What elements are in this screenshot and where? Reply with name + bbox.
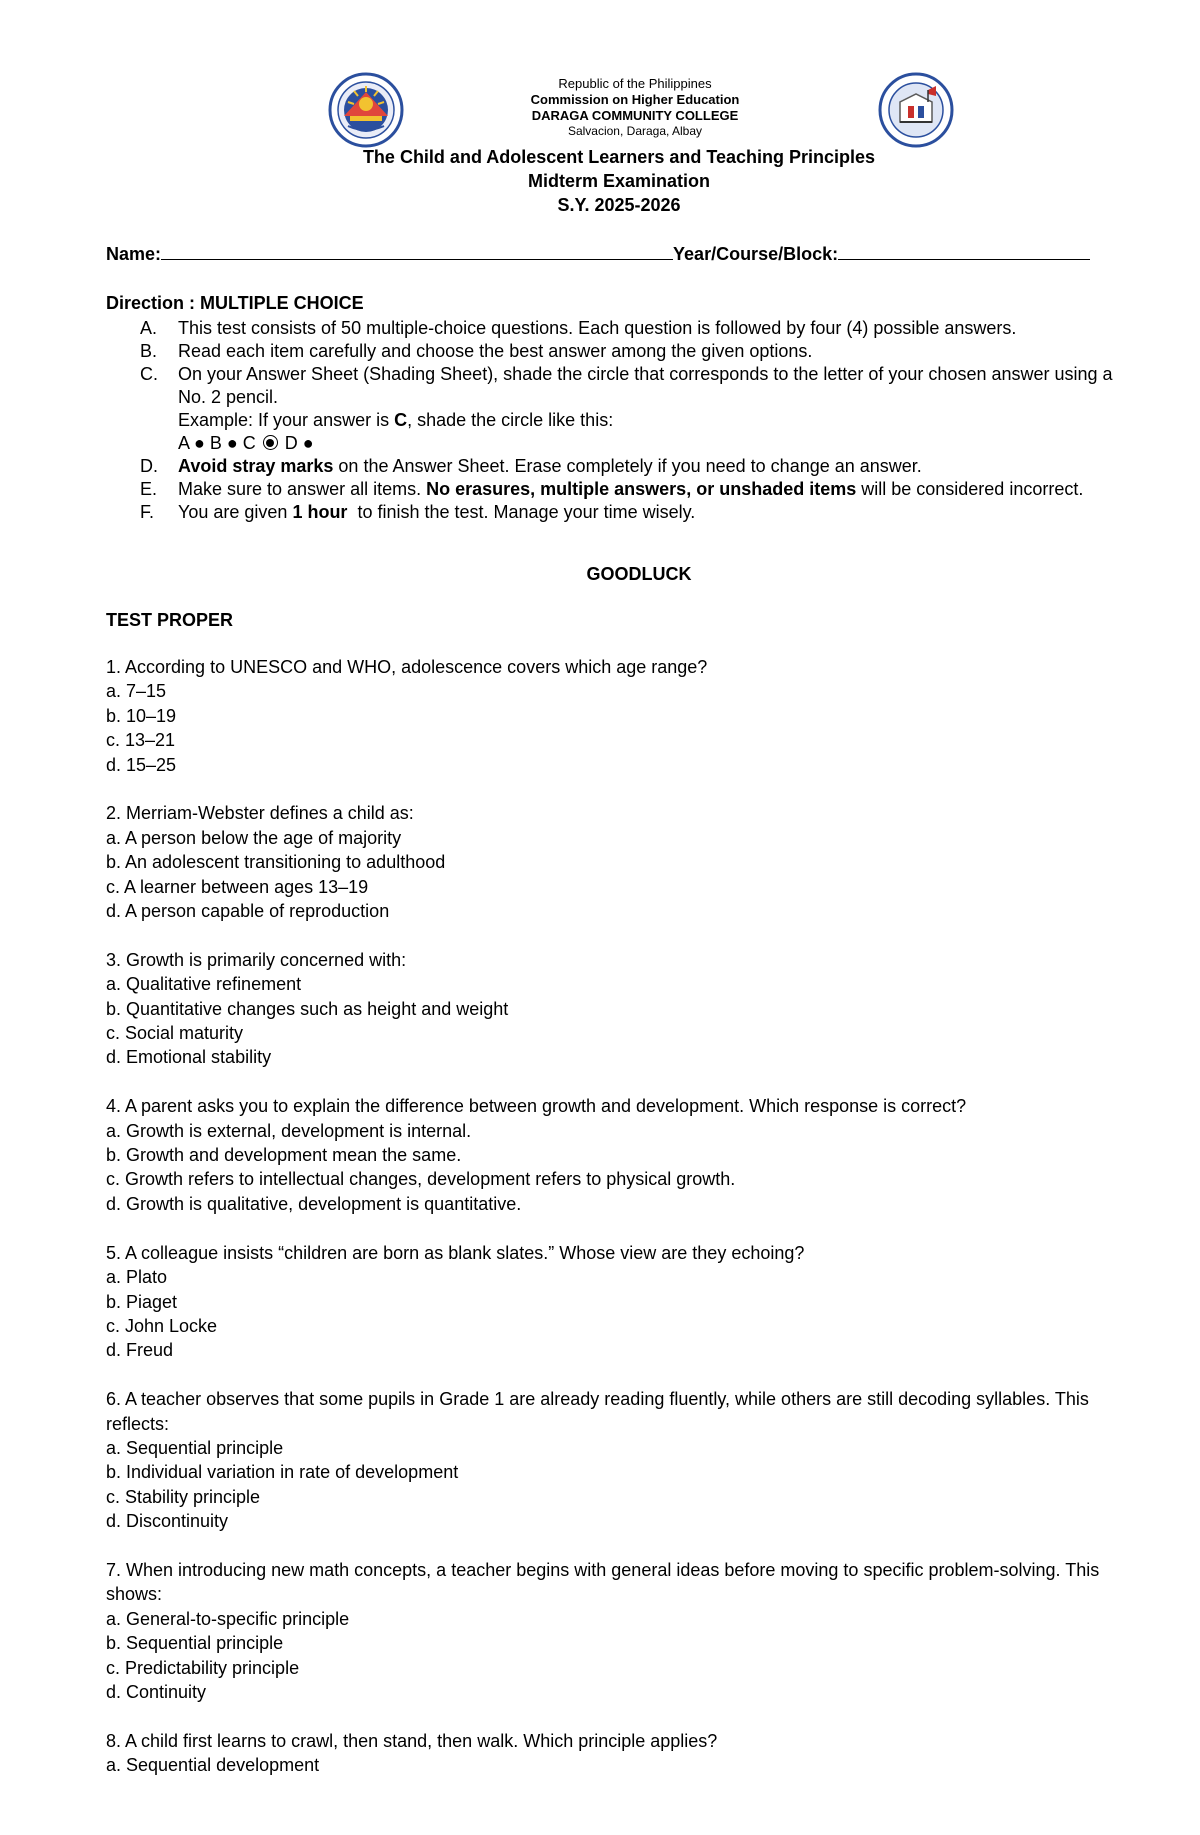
question xyxy=(106,1094,1136,1216)
question xyxy=(106,1729,1136,1778)
question xyxy=(106,1387,1136,1533)
college-line: DARAGA COMMUNITY COLLEGE xyxy=(531,108,739,123)
address-line: Salvacion, Daraga, Albay xyxy=(567,124,703,138)
example-text: Example: If your answer is C, shade the circle like this: xyxy=(178,410,614,430)
exam-title: Midterm Examination xyxy=(527,171,711,191)
answer-option: d. Continuity xyxy=(106,1681,207,1702)
goodluck-heading: GOODLUCK xyxy=(586,564,692,584)
question-stem: 7. When introducing new math concepts, a teacher begins with general ideas before moving to specific problem-solving. This shows: xyxy=(106,1559,1100,1605)
direction-item: D. Avoid stray marks on the Answer Sheet. Erase completely if you need to change an answer. xyxy=(140,456,922,476)
question-stem: 2. Merriam-Webster defines a child as: xyxy=(106,803,414,824)
answer-option: a. 7–15 xyxy=(106,681,167,702)
question xyxy=(106,1558,1136,1704)
question xyxy=(106,801,1136,923)
answer-option: c. John Locke xyxy=(106,1315,218,1336)
answer-option: d. 15–25 xyxy=(106,754,177,775)
direction-item: E. Make sure to answer all items. No erasures, multiple answers, or unshaded items will be considered incorrect. xyxy=(140,479,1084,499)
year-course-block-label: Year/Course/Block: xyxy=(673,244,839,264)
questions-list xyxy=(106,655,1136,1802)
name-label: Name: xyxy=(106,244,162,264)
republic-line: Republic of the Philippines xyxy=(558,76,712,91)
answer-option: c. Social maturity xyxy=(106,1023,244,1044)
answer-option: a. Growth is external, development is internal. xyxy=(106,1120,472,1141)
question-stem: 5. A colleague insists “children are born as blank slates.” Whose view are they echoing? xyxy=(106,1242,805,1263)
question-stem: 6. A teacher observes that some pupils in Grade 1 are already reading fluently, while others are still decoding syllables. This reflects: xyxy=(106,1389,1089,1434)
answer-option: a. Sequential principle xyxy=(106,1437,284,1458)
answer-option: b. 10–19 xyxy=(106,705,177,726)
answer-option: b. Piaget xyxy=(106,1291,178,1312)
answer-option: a. General-to-specific principle xyxy=(106,1608,350,1629)
answer-option: c. Growth refers to intellectual changes, development refers to physical growth. xyxy=(106,1169,736,1190)
question-stem: 1. According to UNESCO and WHO, adolescence covers which age range? xyxy=(106,657,708,677)
directions-list xyxy=(140,317,1140,524)
name-field[interactable] xyxy=(161,241,673,260)
answer-option: b. Sequential principle xyxy=(106,1633,284,1654)
answer-option: b. Individual variation in rate of development xyxy=(106,1462,459,1483)
answer-option: a. A person below the age of majority xyxy=(106,827,402,848)
answer-option: a. Sequential development xyxy=(106,1755,320,1776)
answer-option: b. An adolescent transitioning to adulthood xyxy=(106,852,446,873)
answer-option: c. Predictability principle xyxy=(106,1657,300,1678)
answer-option: c. 13–21 xyxy=(106,730,176,751)
answer-option: c. Stability principle xyxy=(106,1486,261,1507)
shading-example: A ● B ● C D ● xyxy=(178,433,314,453)
answer-option: d. Freud xyxy=(106,1340,174,1361)
direction-item: F. You are given 1 hour to finish the test. Manage your time wisely. xyxy=(140,502,696,522)
course-title: The Child and Adolescent Learners and Teaching Principles xyxy=(362,147,876,167)
commission-line: Commission on Higher Education xyxy=(530,92,740,107)
question xyxy=(106,1241,1136,1363)
test-proper-heading: TEST PROPER xyxy=(106,610,234,630)
question-stem: 3. Growth is primarily concerned with: xyxy=(106,949,407,970)
answer-option: d. Growth is qualitative, development is quantitative. xyxy=(106,1193,522,1214)
answer-option: c. A learner between ages 13–19 xyxy=(106,876,369,897)
school-year: S.Y. 2025-2026 xyxy=(557,195,681,215)
direction-item: A. This test consists of 50 multiple-choice questions. Each question is followed by four (4) possible answers. xyxy=(140,318,1017,338)
answer-option: a. Plato xyxy=(106,1267,168,1288)
name-year-row xyxy=(106,241,1090,265)
question-stem: 8. A child first learns to crawl, then stand, then walk. Which principle applies? xyxy=(106,1730,718,1751)
question xyxy=(106,655,1136,777)
answer-option: d. Discontinuity xyxy=(106,1511,229,1532)
shaded-circle-icon xyxy=(263,435,278,450)
answer-option: a. Qualitative refinement xyxy=(106,974,302,995)
answer-option: b. Growth and development mean the same. xyxy=(106,1145,462,1166)
direction-item: C. On your Answer Sheet (Shading Sheet), shade the circle that corresponds to the letter of your chosen answer using a No. 2 pencil. Example: If your answer is C, shade the circle like this: A ● B ● C D ● xyxy=(140,364,1113,453)
question xyxy=(106,948,1136,1070)
question-stem: 4. A parent asks you to explain the difference between growth and development. Which response is correct? xyxy=(106,1096,967,1117)
answer-option: d. A person capable of reproduction xyxy=(106,901,390,922)
direction-heading: Direction : MULTIPLE CHOICE xyxy=(106,293,364,313)
answer-option: d. Emotional stability xyxy=(106,1047,272,1068)
year-course-block-field[interactable] xyxy=(838,241,1090,260)
direction-item: B. Read each item carefully and choose the best answer among the given options. xyxy=(140,341,813,361)
answer-option: b. Quantitative changes such as height and weight xyxy=(106,998,509,1019)
